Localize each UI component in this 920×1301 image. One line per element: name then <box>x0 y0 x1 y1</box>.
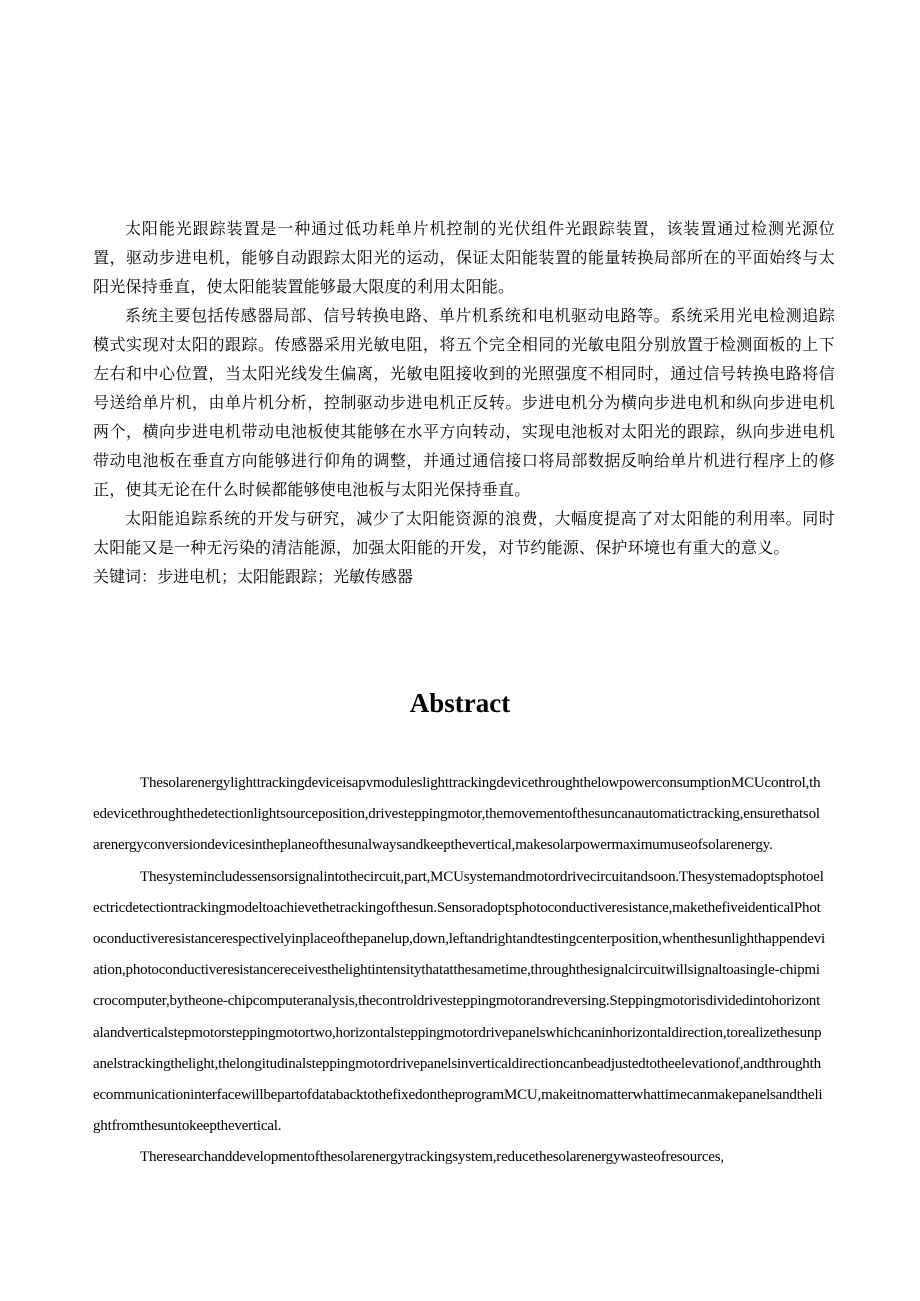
chinese-paragraph-2: 系统主要包括传感器局部、信号转换电路、单片机系统和电机驱动电路等。系统采用光电检测追踪模式实现对太阳的跟踪。传感器采用光敏电阻，将五个完全相同的光敏电阻分别放置于检测面板的上下左右和中心位置，当太阳光线发生偏离，光敏电阻接收到的光照强度不相同时，通过信号转换电路将信号送给单片机，由单片机分析，控制驱动步进电机正反转。步进电机分为横向步进电机和纵向步进电机两个，横向步进电机带动电池板使其能够在水平方向转动，实现电池板对太阳光的跟踪，纵向步进电机带动电池板在垂直方向能够进行仰角的调整，并通过通信接口将局部数据反响给单片机进行程序上的修正，使其无论在什么时候都能够使电池板与太阳光保持垂直。 <box>93 306 835 499</box>
english-abstract <box>93 768 825 1174</box>
keywords-line <box>93 562 835 591</box>
english-paragraph-2: Thesystemincludessensorsignalintothecircuit,part,MCUsystemandmotordrivecircuitandsoon.Thesystemadoptsphotoelectricdetectiontrackingmodeltoachievethetrackingofthesun.Sensoradoptsphotoconductiveresistance,makethefiveidenticalPhotoconductiveresistancerespectivelyinplaceofthepanelup,down,leftandrightandtestingcenterposition,whenthesunlighthappendeviation,photoconductiveresistancereceivesthelightintensitythatatthesametime,throughthesignalcircuitwillsignaltoasingle-chipmicrocomputer,bytheone-chipcomputeranalysis,thecontroldrivesteppingmotorandreversing.Steppingmotorisdividedintohorizontalandverticalstepmotorsteppingmotortwo,horizontalsteppingmotordrivepanelswhichcaninhorizontaldirection,torealizethesunpanelstrackingthelight,thelongitudinalsteppingmotordrivepanelsinverticaldirectioncanbeadjustedtotheelevationof,andthroughthecommunicationinterfacewillbepartofdatabacktothefixedontheprogramMCU,makeitnomatterwhattimecanmakepanelsandthelightfromthesuntokeepthevertical. <box>93 868 826 1135</box>
english-paragraph-3: Theresearchanddevelopmentofthesolarenergytrackingsystem,reducethesolarenergywasteofresources, <box>140 1149 724 1166</box>
chinese-paragraph-3: 太阳能追踪系统的开发与研究，减少了太阳能资源的浪费，大幅度提高了对太阳能的利用率。同时太阳能又是一种无污染的清洁能源，加强太阳能的开发，对节约能源、保护环境也有重大的意义。 <box>93 509 835 557</box>
keywords-label: 关键词： <box>93 567 158 586</box>
chinese-abstract <box>93 214 835 591</box>
english-paragraph-1: ThesolarenergylighttrackingdeviceisapvmoduleslighttrackingdevicethroughthelowpowerconsumptionMCUcontrol,thedevicethroughthedetectionlightsourceposition,drivesteppingmotor,themovementofthesuncanautomatictracking,ensurethatsolarenergyconversiondevicesintheplaneofthesunalwaysandkeepthevertical,makesolarpowermaximumuseofsolarenergy. <box>93 775 821 854</box>
abstract-heading: Abstract <box>409 688 511 718</box>
chinese-paragraph-1: 太阳能光跟踪装置是一种通过低功耗单片机控制的光伏组件光跟踪装置，该装置通过检测光源位置，驱动步进电机，能够自动跟踪太阳光的运动，保证太阳能装置的能量转换局部所在的平面始终与太阳光保持垂直，使太阳能装置能够最大限度的利用太阳能。 <box>93 219 835 296</box>
keywords-value: 步进电机；太阳能跟踪；光敏传感器 <box>157 567 414 586</box>
